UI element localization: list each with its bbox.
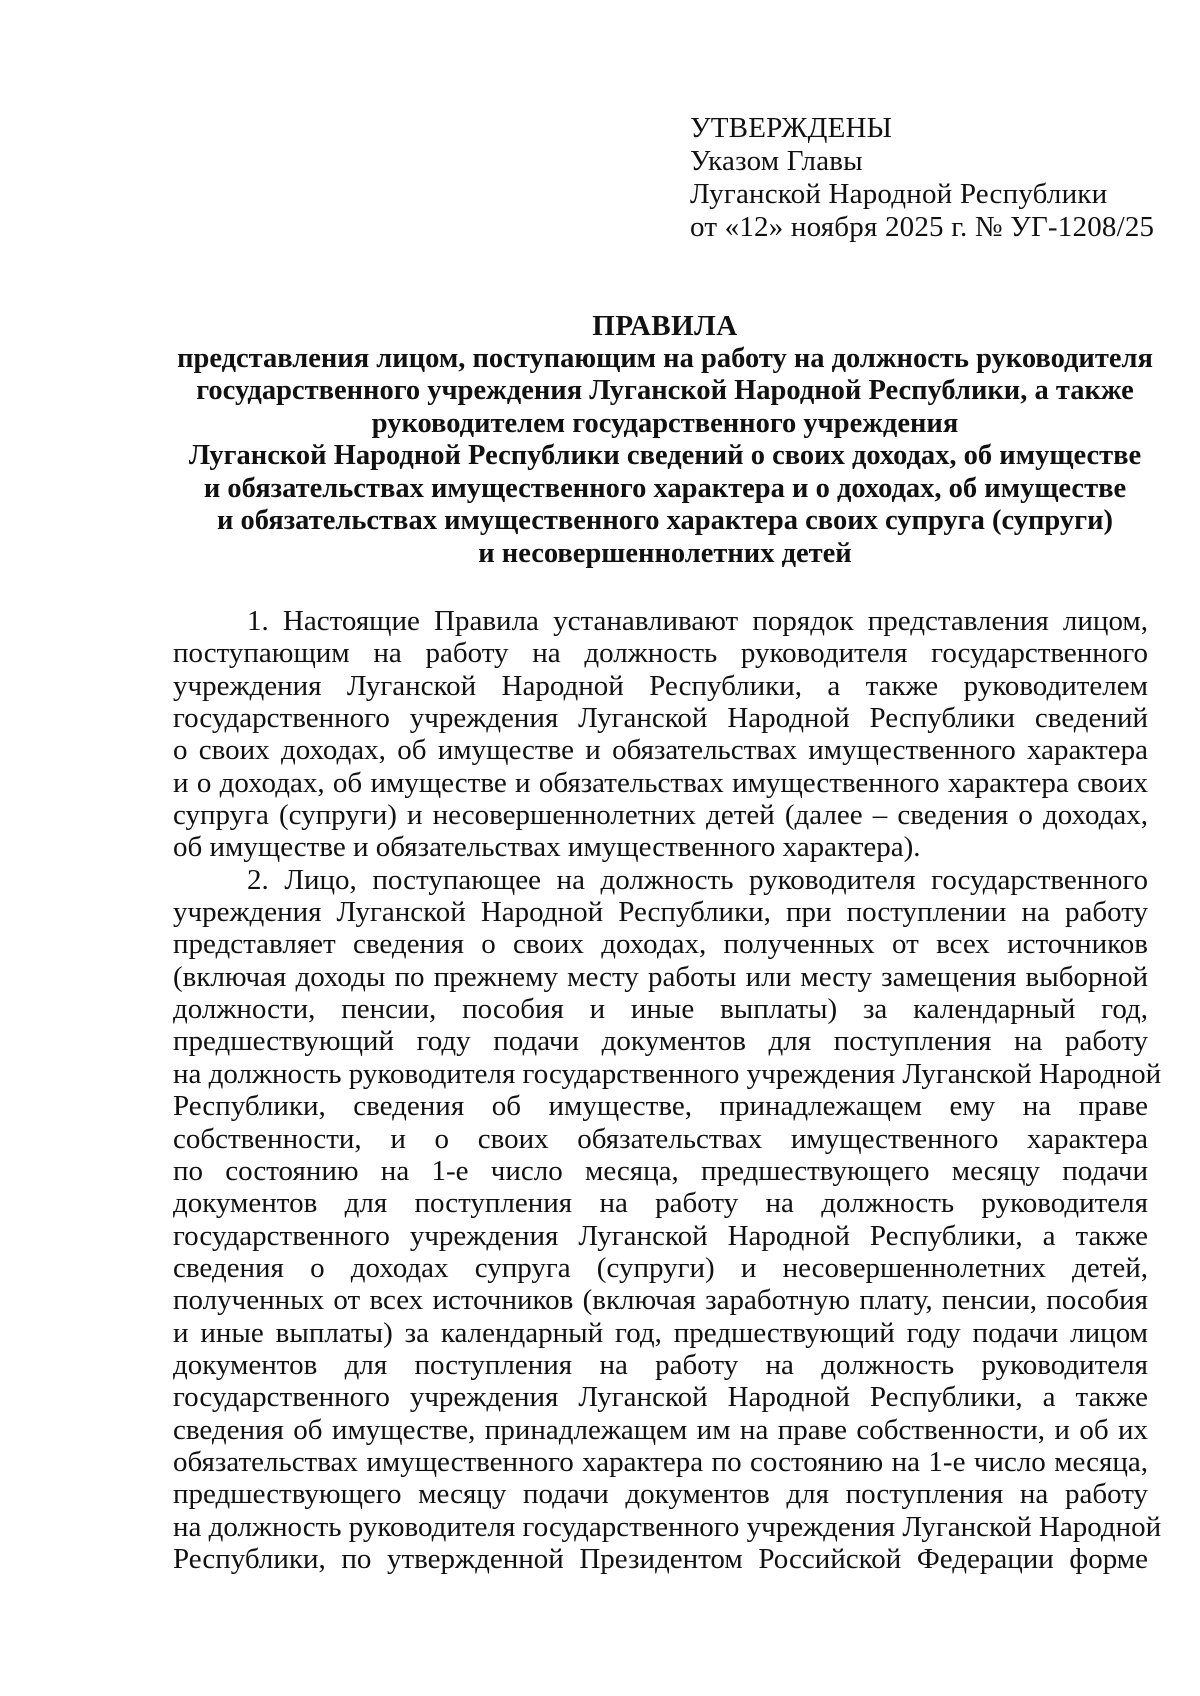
text-line: на должность руководителя государственного учреждения Луганской Народной [173,1510,1162,1543]
approval-line: Указом Главы [690,145,863,177]
document-title: ПРАВИЛА [592,310,738,342]
text-line: Республики, сведения об имуществе, принадлежащем ему на праве [173,1090,1148,1123]
text-line: об имуществе и обязательствах имущественного характера). [173,831,921,864]
text-line: предшествующий году подачи документов для поступления на работу [173,1025,1148,1058]
text-line: представляет сведения о своих доходах, полученных от всех источников [173,928,1148,961]
text-line: по состоянию на 1-е число месяца, предшествующего месяцу подачи [173,1154,1148,1187]
paragraph-1 [173,605,1148,864]
text-line: супруга (супруги) и несовершеннолетних детей (далее – сведения о доходах, [173,799,1148,832]
text-line: на должность руководителя государственного учреждения Луганской Народной [173,1057,1162,1090]
title-line: и несовершеннолетних детей [478,537,852,569]
paragraph-2 [173,863,1162,1576]
text-line: полученных от всех источников (включая заработную плату, пенсии, пособия [173,1284,1148,1317]
text-line: учреждения Луганской Народной Республики, при поступлении на работу [173,896,1148,929]
title-line: руководителем государственного учреждения [371,407,959,439]
approval-line: Луганской Народной Республики [690,178,1108,210]
text-line: государственного учреждения Луганской Народной Республики, а также [173,1219,1148,1252]
document-title-block [170,310,1160,570]
text-line: должности, пенсии, пособия и иные выплаты) за календарный год, [173,993,1148,1026]
text-line: и о доходах, об имуществе и обязательствах имущественного характера своих [173,766,1148,799]
title-line: представления лицом, поступающим на работу на должность руководителя [177,342,1153,374]
text-line: и иные выплаты) за календарный год, предшествующий году подачи лицом [173,1316,1148,1349]
text-line: предшествующего месяцу подачи документов для поступления на работу [173,1478,1148,1511]
text-line: документов для поступления на работу на должность руководителя [173,1348,1148,1381]
text-line: о своих доходах, об имуществе и обязательствах имущественного характера [173,734,1148,767]
text-line: документов для поступления на работу на должность руководителя [173,1187,1148,1220]
text-line: (включая доходы по прежнему месту работы или месту замещения выборной [173,960,1148,993]
text-line: Республики, по утвержденной Президентом Российской Федерации форме [173,1542,1148,1575]
text-line: 2. Лицо, поступающее на должность руководителя государственного [247,863,1148,896]
title-line: и обязательствах имущественного характера и о доходах, об имуществе [203,472,1127,504]
document-body [173,605,1162,1575]
title-line: Луганской Народной Республики сведений о своих доходах, об имуществе [188,440,1142,471]
text-line: обязательствах имущественного характера по состоянию на 1-е число месяца, [173,1445,1148,1478]
text-line: собственности, и о своих обязательствах имущественного характера [173,1122,1148,1155]
approval-line: УТВЕРЖДЕНЫ [690,112,893,144]
text-line: сведения о доходах супруга (супруги) и несовершеннолетних детей, [173,1251,1148,1284]
text-line: сведения об имуществе, принадлежащем им на праве собственности, и об их [173,1413,1148,1446]
text-line: государственного учреждения Луганской Народной Республики, а также [173,1381,1148,1414]
title-line: и обязательствах имущественного характера своих супруга (супруги) [216,505,1114,536]
text-line: 1. Настоящие Правила устанавливают порядок представления лицом, [247,605,1148,637]
approval-stamp-block [690,112,1154,244]
text-line: государственного учреждения Луганской Народной Республики сведений [173,702,1148,735]
text-line: учреждения Луганской Народной Республики, а также руководителем [173,669,1148,702]
approval-line: от «12» ноября 2025 г. № УГ-1208/25 [690,211,1155,243]
title-line: государственного учреждения Луганской Народной Республики, а также [196,375,1134,406]
text-line: поступающим на работу на должность руководителя государственного [173,637,1148,670]
